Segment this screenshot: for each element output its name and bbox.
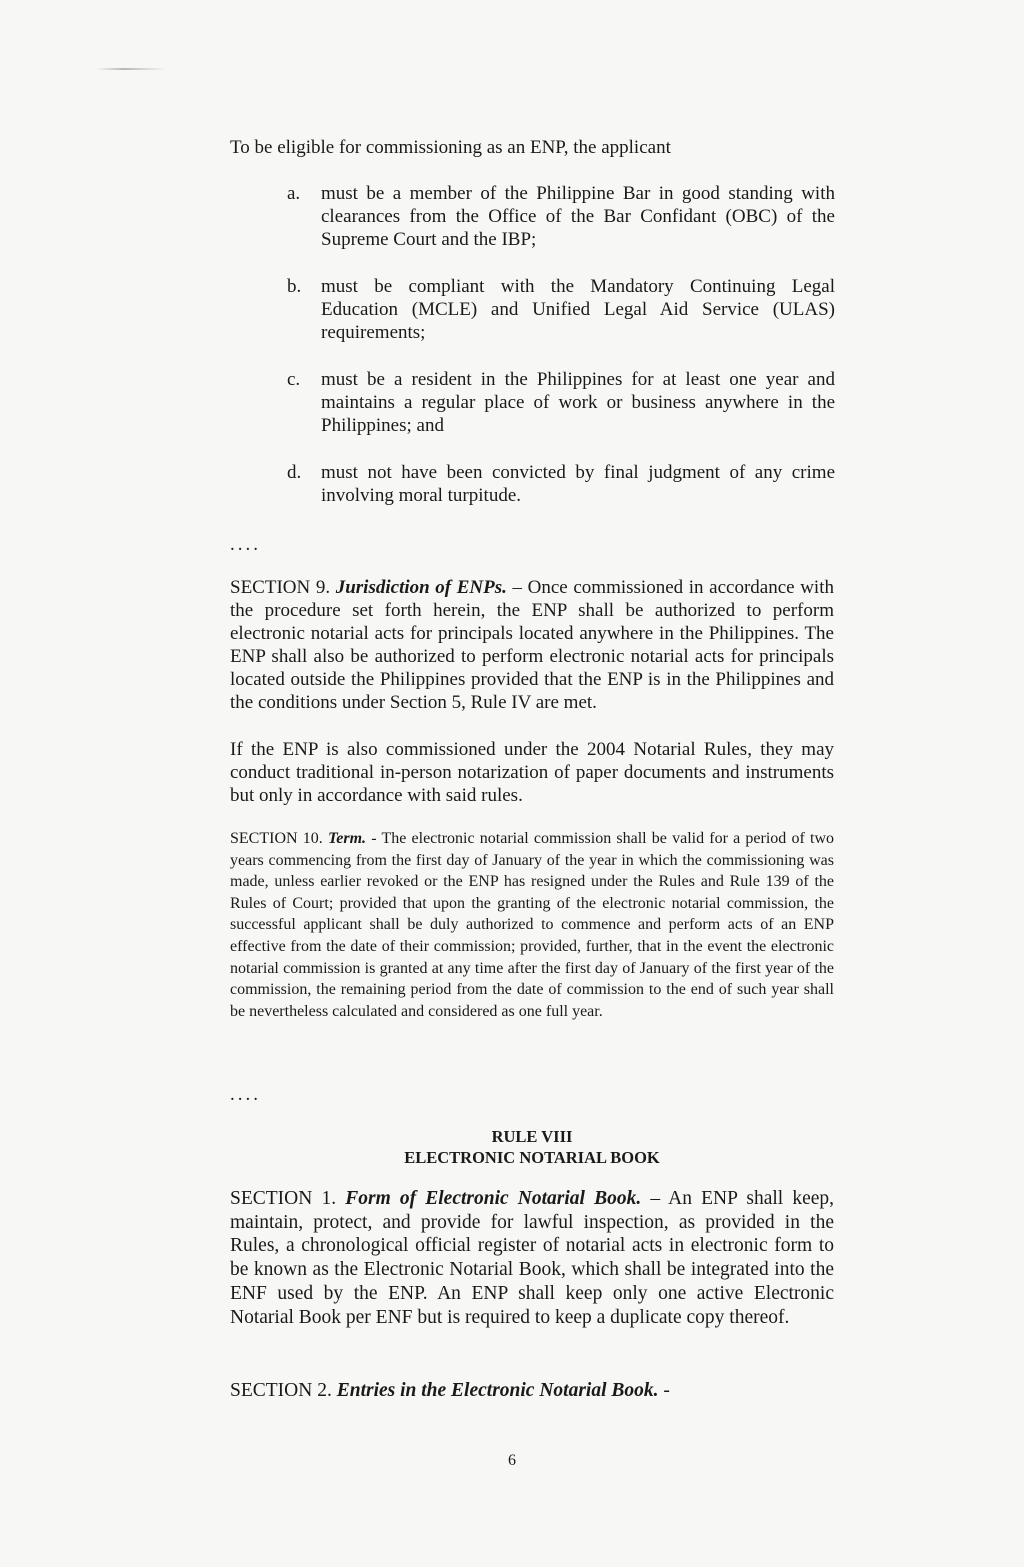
list-text: must be a resident in the Philippines for at least one year and maintains a regular place of work or business anywhere in the Philippines; and bbox=[321, 369, 835, 436]
section-number: SECTION 10. bbox=[230, 830, 323, 847]
list-item bbox=[287, 461, 835, 507]
rule-heading bbox=[230, 1126, 834, 1168]
ellipsis: .... bbox=[230, 534, 261, 555]
list-marker: c. bbox=[287, 369, 301, 390]
section-title: Term. bbox=[327, 830, 367, 847]
section-title: Entries in the Electronic Notarial Book. bbox=[336, 1380, 659, 1401]
list-marker: a. bbox=[287, 183, 301, 204]
scan-artifact bbox=[96, 68, 166, 70]
eligibility-intro: To be eligible for commissioning as an ENP, the applicant bbox=[230, 137, 671, 158]
ellipsis: .... bbox=[230, 1084, 261, 1105]
section-number: SECTION 2. bbox=[230, 1380, 332, 1401]
page-number: 6 bbox=[508, 1452, 516, 1469]
section-9 bbox=[230, 576, 834, 714]
list-item bbox=[287, 368, 835, 437]
section-10 bbox=[230, 828, 834, 1022]
section-9-paragraph-2: If the ENP is also commissioned under the 2004 Notarial Rules, they may conduct traditional in-person notarization of paper documents and instruments but only in accordance with said rules. bbox=[230, 739, 834, 806]
section-number: SECTION 1. bbox=[230, 1188, 337, 1209]
section-title: Form of Electronic Notarial Book. bbox=[345, 1188, 642, 1209]
list-item bbox=[287, 275, 835, 344]
list-text: must be compliant with the Mandatory Continuing Legal Education (MCLE) and Unified Legal Aid Service (ULAS) requirements; bbox=[321, 276, 835, 343]
rule-number: RULE VIII bbox=[491, 1127, 573, 1146]
list-text: must be a member of the Philippine Bar in good standing with clearances from the Office of the Bar Confidant (OBC) of the Supreme Court and the IBP; bbox=[321, 183, 835, 250]
list-marker: b. bbox=[287, 276, 302, 297]
section-body: - bbox=[663, 1380, 670, 1401]
section-body: – An ENP shall keep, maintain, protect, and provide for lawful inspection, as provided in the Rules, a chronological official register of notarial acts in electronic form to be known as the Electronic Notarial Book, which shall be integrated into the ENF used by the ENP. An ENP shall keep only one active Electronic Notarial Book per ENF but is required to keep a duplicate copy thereof. bbox=[230, 1188, 835, 1328]
list-marker: d. bbox=[287, 462, 302, 483]
list-text: must not have been convicted by final judgment of any crime involving moral turpitude. bbox=[321, 462, 835, 506]
rule-8-section-1 bbox=[230, 1187, 834, 1329]
section-body: – Once commissioned in accordance with the procedure set forth herein, the ENP shall be authorized to perform electronic notarial acts for principals located anywhere in the Philippines. The ENP shall also be authorized to perform electronic notarial acts for principals located outside the Philippines provided that the ENP is in the Philippines and the conditions under Section 5, Rule IV are met. bbox=[230, 577, 834, 713]
section-body: - The electronic notarial commission shall be valid for a period of two years commencing from the first day of January of the year in which the commissioning was made, unless earlier revoked or the ENP has resigned under the Rules and Rule 139 of the Rules of Court; provided that upon the granting of the electronic notarial commission, the successful applicant shall be duly authorized to commence and perform acts of an ENP effective from the date of their commission; provided, further, that in the event the electronic notarial commission is granted at any time after the first day of January of the first year of the commission, the remaining period from the date of commission to the end of such year shall be nevertheless calculated and considered as one full year. bbox=[230, 830, 835, 1020]
rule-8-section-2 bbox=[230, 1379, 834, 1402]
eligibility-list bbox=[287, 182, 835, 531]
section-title: Jurisdiction of ENPs. bbox=[335, 577, 507, 598]
list-item bbox=[287, 182, 835, 251]
section-number: SECTION 9. bbox=[230, 577, 331, 598]
rule-title: ELECTRONIC NOTARIAL BOOK bbox=[404, 1148, 660, 1167]
